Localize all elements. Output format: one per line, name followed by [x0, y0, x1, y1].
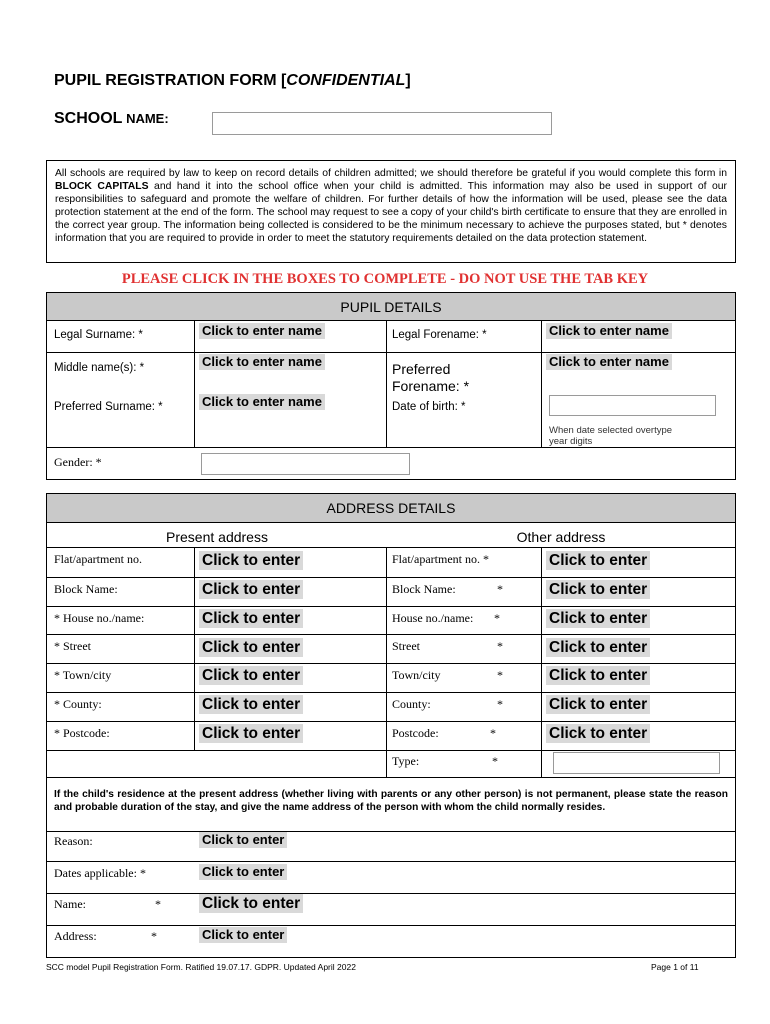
dates-field[interactable]: Click to enter	[199, 864, 287, 880]
present-street-label: * Street	[54, 639, 91, 653]
other-house-star: *	[494, 611, 500, 625]
present-block-field[interactable]: Click to enter	[199, 580, 303, 599]
other-town-star: *	[497, 668, 503, 682]
present-town-label: * Town/city	[54, 668, 112, 682]
intro-paragraph: All schools are required by law to keep on record details of children admitted; we should therefore be grateful if you would complete this form in BLOCK CAPITALS and hand it into the school office when your child is admitted. This information may also be used in support of our responsibilities to safeguard and promote the welfare of children. For further details of how the information will be used, please see the data protection statement at the end of the form. The school may request to see a copy of your child's birth certificate to ensure that they are enrolled in the correct year group. The information being collected is considered to be the minimum necessary to achieve the purposes stated, but * denotes information that you are required to provide in order to meet the statutory requirements detailed on the data protection statement.	[46, 160, 736, 263]
other-block-label: Block Name:	[392, 582, 456, 596]
other-county-field[interactable]: Click to enter	[546, 695, 650, 714]
other-address-heading: Other address	[516, 529, 606, 545]
present-street-field[interactable]: Click to enter	[199, 638, 303, 657]
footer-text: SCC model Pupil Registration Form. Ratified 19.07.17. GDPR. Updated April 2022	[46, 962, 356, 972]
middle-names-field[interactable]: Click to enter name	[199, 354, 325, 370]
address-field[interactable]: Click to enter	[199, 927, 287, 943]
name-star: *	[155, 897, 161, 911]
present-address-heading: Present address	[166, 529, 268, 545]
type-star: *	[492, 754, 498, 768]
other-street-label: Street	[392, 639, 420, 653]
legal-forename-field[interactable]: Click to enter name	[546, 323, 672, 339]
reason-field[interactable]: Click to enter	[199, 832, 287, 848]
reason-label: Reason:	[54, 834, 93, 848]
dob-hint: When date selected overtype year digits	[549, 425, 673, 447]
other-flat-label: Flat/apartment no. *	[392, 552, 489, 566]
other-house-field[interactable]: Click to enter	[546, 609, 650, 628]
other-postcode-star: *	[490, 726, 496, 740]
present-house-field[interactable]: Click to enter	[199, 609, 303, 628]
pupil-details-table	[46, 292, 736, 480]
name-field[interactable]: Click to enter	[199, 894, 303, 913]
type-input[interactable]	[553, 752, 720, 774]
present-town-field[interactable]: Click to enter	[199, 666, 303, 685]
instruction-text: PLEASE CLICK IN THE BOXES TO COMPLETE - DO NOT USE THE TAB KEY	[121, 271, 649, 287]
dates-label: Dates applicable: *	[54, 866, 146, 880]
other-house-label: House no./name:	[392, 611, 474, 625]
address-details-heading: ADDRESS DETAILS	[47, 494, 735, 523]
other-postcode-label: Postcode:	[392, 726, 439, 740]
preferred-surname-field[interactable]: Click to enter name	[199, 394, 325, 410]
gender-input[interactable]	[201, 453, 410, 475]
other-street-star: *	[497, 639, 503, 653]
preferred-surname-label: Preferred Surname: *	[54, 401, 163, 413]
other-flat-field[interactable]: Click to enter	[546, 551, 650, 570]
pupil-details-heading: PUPIL DETAILS	[47, 293, 735, 321]
legal-forename-label: Legal Forename: *	[392, 329, 487, 341]
present-county-field[interactable]: Click to enter	[199, 695, 303, 714]
preferred-forename-label: Preferred Forename: *	[392, 361, 470, 394]
other-block-field[interactable]: Click to enter	[546, 580, 650, 599]
other-street-field[interactable]: Click to enter	[546, 638, 650, 657]
address-details-table	[46, 493, 736, 958]
dob-label: Date of birth: *	[392, 401, 466, 413]
other-block-star: *	[497, 582, 503, 596]
legal-surname-label: Legal Surname: *	[54, 329, 143, 341]
preferred-forename-field[interactable]: Click to enter name	[546, 354, 672, 370]
address-star: *	[151, 929, 157, 943]
legal-surname-field[interactable]: Click to enter name	[199, 323, 325, 339]
school-name-input[interactable]	[212, 112, 552, 135]
present-postcode-label: * Postcode:	[54, 726, 110, 740]
present-block-label: Block Name:	[54, 582, 118, 596]
present-house-label: * House no./name:	[54, 611, 145, 625]
other-town-field[interactable]: Click to enter	[546, 666, 650, 685]
page-number: Page 1 of 11	[651, 962, 699, 972]
present-flat-field[interactable]: Click to enter	[199, 551, 303, 570]
other-county-label: County:	[392, 697, 431, 711]
school-name-label: SCHOOL NAME:	[54, 110, 169, 127]
gender-label: Gender: *	[54, 455, 102, 469]
residence-note: If the child's residence at the present address (whether living with parents or any other person) is not permanent, please state the reason and probable duration of the stay, and give the name address of the person with whom the child normally resides.	[54, 789, 728, 813]
present-flat-label: Flat/apartment no.	[54, 552, 142, 566]
address-label: Address:	[54, 929, 97, 943]
other-county-star: *	[497, 697, 503, 711]
dob-input[interactable]	[549, 395, 716, 416]
present-postcode-field[interactable]: Click to enter	[199, 724, 303, 743]
type-label: Type:	[392, 754, 420, 768]
middle-names-label: Middle name(s): *	[54, 362, 145, 374]
other-postcode-field[interactable]: Click to enter	[546, 724, 650, 743]
form-title: PUPIL REGISTRATION FORM [CONFIDENTIAL]	[54, 72, 411, 89]
present-county-label: * County:	[54, 697, 102, 711]
name-label: Name:	[54, 897, 86, 911]
other-town-label: Town/city	[392, 668, 441, 682]
